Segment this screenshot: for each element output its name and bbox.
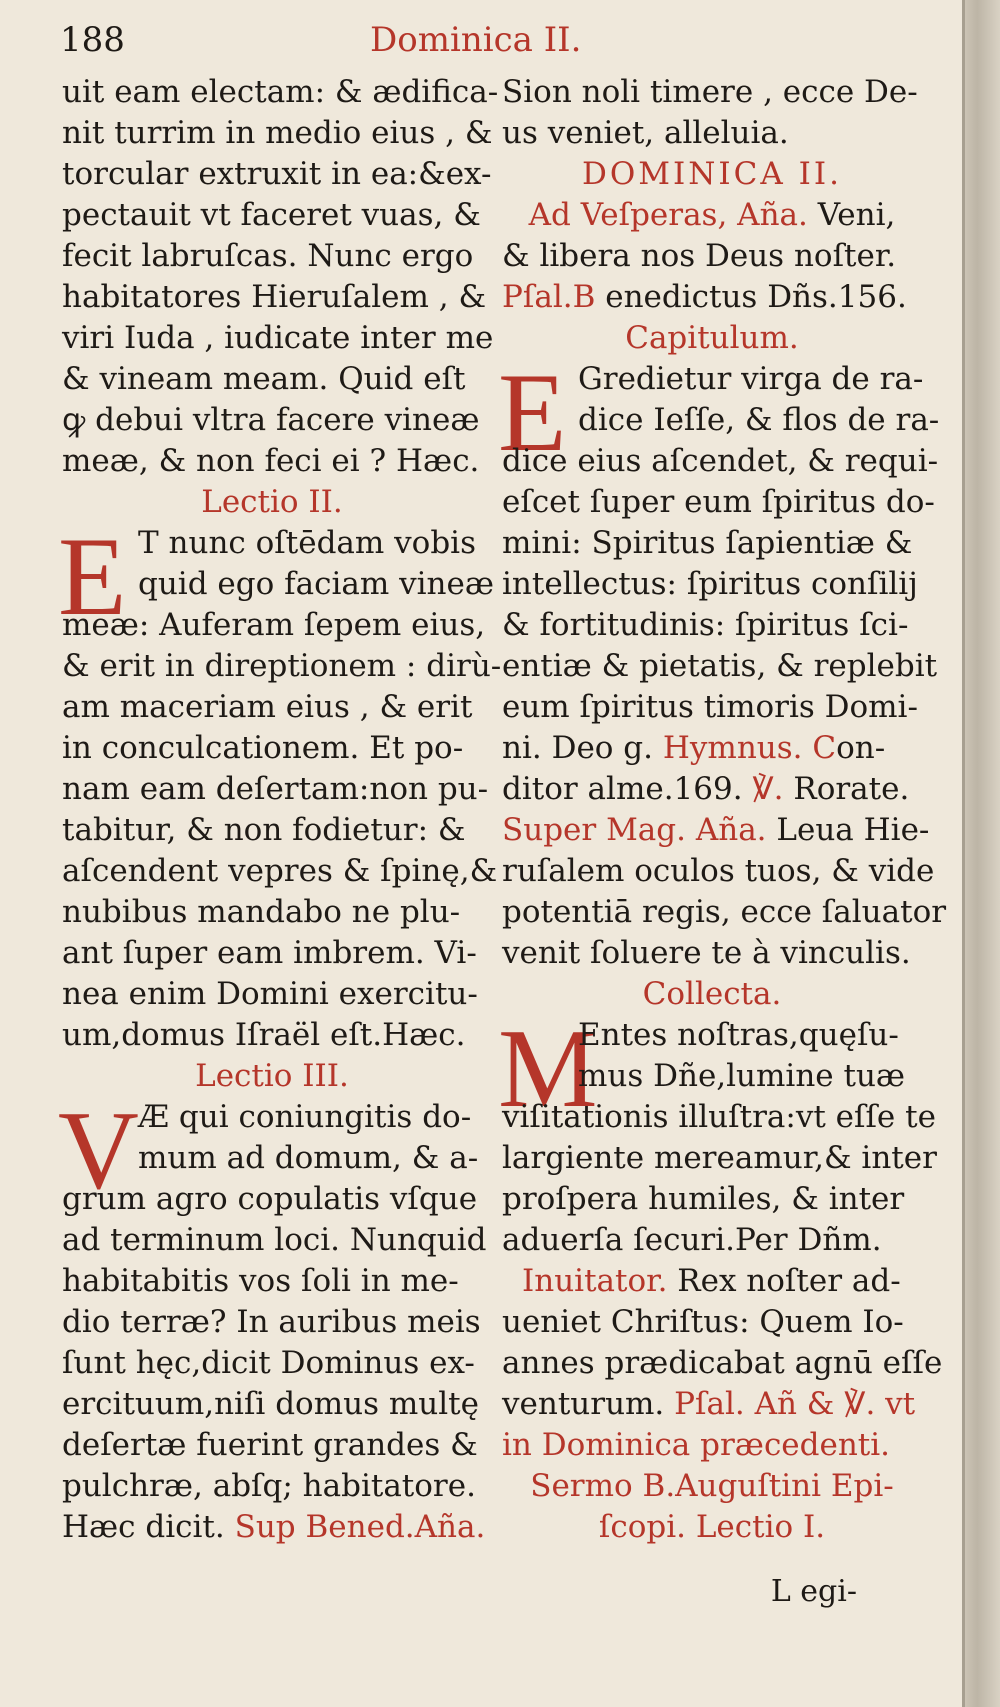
catchword: L egi-	[770, 1574, 857, 1609]
text-fragment: on-	[836, 730, 886, 766]
text-line: grum agro copulatis vſque	[62, 1181, 478, 1217]
rubric: Ad Veſperas, Aña.	[528, 197, 808, 233]
sermo-heading: Sermo B.Auguſtini Epi-	[530, 1468, 894, 1504]
lectio-heading: Lectio I.	[695, 1509, 826, 1545]
text-line: Æ qui coniungitis do-	[138, 1099, 472, 1135]
text-line: & libera nos Deus noſter.	[502, 238, 897, 274]
text-line: viri Iuda , iudicate inter me	[62, 320, 494, 356]
text-line: torcular extruxit in ea:&ex-	[62, 156, 492, 192]
text-line: us veniet, alleluia.	[502, 115, 789, 151]
text-line: mum ad domum, & a-	[138, 1140, 479, 1176]
lectio-heading: Lectio II.	[201, 484, 343, 520]
text-line: & erit in direptionem : dirù-	[62, 648, 502, 684]
rubric-line: in Dominica præcedenti.	[502, 1427, 891, 1463]
text-line: habitatores Hieruſalem , &	[62, 279, 487, 315]
page-fold-line	[962, 0, 965, 1707]
text-line: um,domus Iſraël eſt.Hæc.	[62, 1017, 466, 1053]
running-title: Dominica II.	[370, 20, 582, 60]
text-line: nam eam deſertam:non pu-	[62, 771, 489, 807]
text-line: Entes noſtras,quęſu-	[578, 1017, 899, 1053]
text-line: ueniet Chriſtus: Quem Io-	[502, 1304, 904, 1340]
text-line: meæ, & non feci ei ? Hæc.	[62, 443, 480, 479]
versicle-symbol: ℣.	[752, 771, 784, 807]
text-fragment: Rorate.	[793, 771, 910, 807]
section-title: DOMINICA II.	[582, 156, 842, 192]
text-fragment: ni. Deo g.	[502, 730, 654, 766]
drop-initial: V	[58, 1089, 139, 1213]
text-line	[62, 1507, 486, 1548]
text-line	[502, 1507, 922, 1548]
text-line: dice Ieſſe, & flos de ra-	[578, 402, 940, 438]
text-line: Sion noli timere , ecce De-	[502, 74, 918, 110]
right-column	[498, 72, 947, 1548]
text-line: quid ego faciam vineæ	[138, 566, 494, 602]
drop-initial: E	[58, 515, 127, 639]
text-fragment: Veni,	[817, 197, 896, 233]
text-fragment: ditor alme.169.	[502, 771, 743, 807]
collecta-heading: Collecta.	[642, 976, 782, 1012]
rubric: Pſal.B	[502, 279, 596, 315]
text-line	[502, 277, 922, 318]
lectio-heading: Lectio III.	[195, 1058, 349, 1094]
rubric: Super Mag. Aña.	[502, 812, 767, 848]
text-line: annes prædicabat agnū eſſe	[502, 1345, 943, 1381]
text-fragment: venturum.	[502, 1386, 665, 1422]
rubric: Inuitator.	[522, 1263, 668, 1299]
text-line: am maceriam eius , & erit	[62, 689, 473, 725]
text-line: dice eius aſcendet, & requi-	[502, 443, 939, 479]
text-line: ruſalem oculos tuos, & vide	[502, 853, 935, 889]
text-line: ad terminum loci. Nunquid	[62, 1222, 487, 1258]
text-line: mus Dñe,lumine tuæ	[578, 1058, 906, 1094]
text-line: proſpera humiles, & inter	[502, 1181, 905, 1217]
page-number: 188	[60, 20, 125, 60]
text-line	[502, 728, 922, 769]
text-line: eſcet ſuper eum ſpiritus do-	[502, 484, 935, 520]
text-line: uit eam electam: & ædifica-	[62, 74, 499, 110]
rubric: ſcopi.	[598, 1509, 686, 1545]
text-line: ſunt hęc,dicit Dominus ex-	[62, 1345, 475, 1381]
text-line: eum ſpiritus timoris Domi-	[502, 689, 918, 725]
text-fragment: Rex noſter ad-	[677, 1263, 901, 1299]
text-line: viſitationis illuſtra:vt eſſe te	[502, 1099, 936, 1135]
text-line: aduerſa ſecuri.Per Dñm.	[502, 1222, 882, 1258]
text-line: mini: Spiritus ſapientiæ &	[502, 525, 913, 561]
text-line: tabitur, & non fodietur: &	[62, 812, 466, 848]
text-line: meæ: Auferam ſepem eius,	[62, 607, 486, 643]
rubric: Hymnus. C	[662, 730, 837, 766]
page-edge	[962, 0, 1000, 1707]
text-line: habitabitis vos ſoli in me-	[62, 1263, 459, 1299]
text-line: & fortitudinis: ſpiritus ſci-	[502, 607, 909, 643]
text-line: potentiā regis, ecce ſaluator	[502, 894, 947, 930]
text-line: venit ſoluere te à vinculis.	[502, 935, 911, 971]
text-line: fecit labruſcas. Nunc ergo	[62, 238, 474, 274]
text-fragment: Leua Hie-	[776, 812, 930, 848]
drop-initial: M	[498, 1007, 598, 1131]
rubric: Pſal. Añ & ℣. vt	[674, 1386, 916, 1422]
text-line: nubibus mandabo ne plu-	[62, 894, 461, 930]
text-line: nea enim Domini exercitu-	[62, 976, 478, 1012]
text-line	[502, 810, 930, 851]
text-line: dio terræ? In auribus meis	[62, 1304, 481, 1340]
text-line: pulchræ, abſq; habitatore.	[62, 1468, 476, 1504]
text-line: deſertæ fuerint grandes &	[62, 1427, 478, 1463]
text-line: ercituum,niſi domus multę	[62, 1386, 479, 1422]
text-line: entiæ & pietatis, & replebit	[502, 648, 938, 684]
text-line	[502, 1384, 922, 1425]
rubric: Sup Bened.Aña.	[234, 1509, 486, 1545]
text-line	[502, 1261, 922, 1302]
text-line: pectauit vt faceret vuas, &	[62, 197, 481, 233]
text-line: largiente mereamur,& inter	[502, 1140, 937, 1176]
text-line: Gredietur virga de ra-	[578, 361, 924, 397]
text-line: aſcendent vepres & ſpinę,&	[62, 853, 498, 889]
text-fragment: Hæc dicit.	[62, 1509, 225, 1545]
text-line: T nunc oſtēdam vobis	[138, 525, 477, 561]
text-line	[502, 769, 922, 810]
text-line: nit turrim in medio eius , &	[62, 115, 493, 151]
text-fragment: enedictus Dñs.156.	[605, 279, 907, 315]
capitulum-heading: Capitulum.	[625, 320, 799, 356]
drop-initial: E	[498, 351, 567, 475]
text-line	[502, 195, 922, 236]
text-line: ꝙ debui vltra facere vineæ	[62, 402, 480, 438]
text-line: in conculcationem. Et po-	[62, 730, 464, 766]
text-line: & vineam meam. Quid eſt	[62, 361, 466, 397]
text-line: intellectus: ſpiritus conſilij	[502, 566, 918, 602]
text-line: ant ſuper eam imbrem. Vi-	[62, 935, 477, 971]
left-column	[58, 72, 502, 1548]
